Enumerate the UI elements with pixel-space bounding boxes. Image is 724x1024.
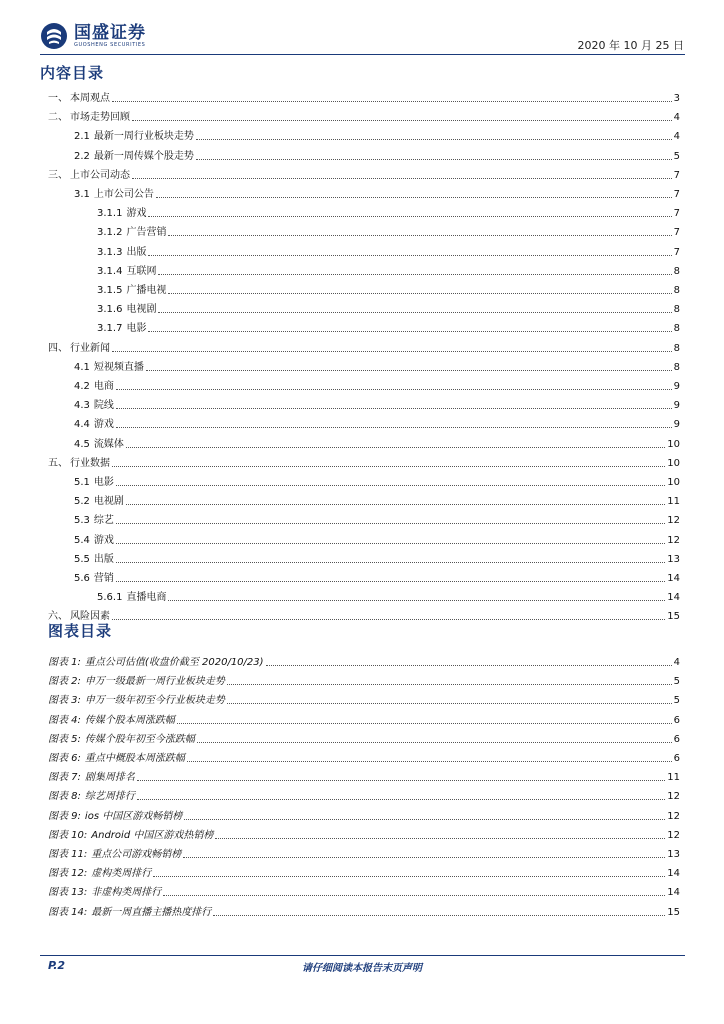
toc-page-number: 8: [673, 361, 680, 373]
toc-page-number: 15: [667, 611, 680, 623]
toc-entry-number: 三、: [48, 169, 68, 181]
figure-list-title: 图表目录: [48, 622, 113, 640]
toc-page-number: 7: [673, 169, 680, 181]
dot-leader: [116, 485, 665, 486]
figure-page-number: 4: [673, 657, 680, 668]
figure-page-number: 6: [673, 733, 680, 745]
figure-caption: 最新一周直播主播热度排行: [91, 906, 212, 918]
dot-leader: [112, 466, 665, 467]
figure-entry[interactable]: [48, 805, 680, 823]
dot-leader: [184, 819, 665, 820]
toc-page-number: 7: [673, 246, 680, 258]
figure-page-number: 11: [667, 772, 680, 784]
dot-leader: [116, 581, 665, 582]
figure-page-number: 12: [667, 829, 680, 841]
toc-entry-number: 5.3: [74, 515, 90, 527]
toc-entry-number: 二、: [48, 112, 68, 124]
dot-leader: [137, 780, 665, 781]
toc-page-number: 8: [673, 285, 680, 296]
figure-entry[interactable]: [48, 843, 680, 861]
figure-caption: 重点公司游戏畅销榜: [91, 849, 182, 860]
toc-entry-label: 互联网: [126, 265, 157, 277]
toc-page-number: 10: [667, 438, 680, 450]
toc-entry[interactable]: [97, 202, 680, 220]
toc-entry-label: 风险因素: [70, 611, 110, 623]
toc-page-number: 9: [673, 419, 680, 431]
figure-page-number: 12: [667, 791, 680, 803]
header-divider: [40, 54, 685, 55]
toc-entry-number: 4.5: [74, 438, 90, 450]
figure-page-number: 6: [673, 714, 680, 726]
dot-leader: [148, 216, 671, 217]
toc-entry-label: 出版: [126, 246, 147, 258]
toc-entry-label: 广告营销: [126, 227, 167, 239]
figure-number: 图表 5:: [48, 733, 81, 745]
toc-page-number: 12: [667, 515, 680, 527]
toc-entry-number: 5.1: [74, 477, 90, 488]
toc-entry-label: 流媒体: [93, 438, 124, 450]
toc-entry-number: 3.1.5: [97, 285, 123, 296]
toc-entry-number: 3.1.1: [97, 208, 123, 220]
toc-entry-label: 直播电商: [126, 592, 167, 604]
toc-entry-label: 最新一周传媒个股走势: [93, 150, 194, 162]
figure-page-number: 5: [673, 676, 680, 688]
figure-entry[interactable]: [48, 747, 680, 765]
toc-page-number: 10: [667, 457, 680, 469]
dot-leader: [126, 504, 665, 505]
dot-leader: [227, 684, 672, 685]
toc-entry-label: 最新一周行业板块走势: [93, 131, 194, 143]
dot-leader: [196, 139, 672, 140]
figure-number: 图表 3:: [48, 695, 81, 707]
toc-entry-number: 2.1: [74, 131, 90, 143]
dot-leader: [112, 351, 672, 352]
toc-entry[interactable]: [74, 471, 680, 489]
toc-entry-number: 3.1.3: [97, 246, 123, 258]
toc-entry-label: 电影: [126, 323, 147, 335]
toc-page-number: 4: [673, 131, 680, 143]
dot-leader: [132, 120, 672, 121]
figure-page-number: 15: [667, 906, 680, 918]
figure-entry[interactable]: [48, 824, 680, 842]
page-number: P.2: [48, 959, 66, 972]
dot-leader: [156, 197, 672, 198]
toc-entry[interactable]: [74, 375, 680, 393]
figure-caption: 重点公司估值(收盘价截至 2020/10/23): [84, 657, 264, 668]
toc-page-number: 3: [673, 93, 680, 104]
dot-leader: [112, 619, 665, 620]
toc-entry[interactable]: [74, 490, 680, 508]
toc-page-number: 8: [673, 265, 680, 277]
figure-entry[interactable]: [48, 901, 680, 919]
figure-caption: 虚构类周排行: [91, 868, 152, 880]
toc-entry[interactable]: [48, 337, 680, 355]
toc-entry[interactable]: [74, 125, 680, 143]
toc-entry-number: 3.1.6: [97, 304, 123, 316]
dot-leader: [213, 915, 665, 916]
toc-entry-number: 4.2: [74, 381, 90, 392]
figure-page-number: 14: [667, 887, 680, 899]
toc-entry[interactable]: [97, 298, 680, 316]
dot-leader: [266, 665, 672, 666]
toc-entry[interactable]: [97, 317, 680, 335]
figure-number: 图表 12:: [48, 868, 88, 880]
dot-leader: [158, 274, 671, 275]
toc-entry-number: 5.4: [74, 534, 90, 546]
toc-entry[interactable]: [74, 145, 680, 163]
toc-entry-label: 综艺: [93, 515, 114, 527]
toc-entry[interactable]: [74, 356, 680, 374]
dot-leader: [153, 876, 665, 877]
dot-leader: [116, 523, 665, 524]
dot-leader: [196, 159, 672, 160]
toc-entry-label: 院线: [93, 400, 114, 412]
toc-entry-number: 3.1.7: [97, 323, 123, 335]
toc-entry-label: 市场走势回顾: [70, 112, 130, 124]
toc-entry[interactable]: [74, 567, 680, 585]
toc-entry[interactable]: [74, 509, 680, 527]
page-header: [0, 0, 724, 60]
figure-page-number: 6: [673, 753, 680, 764]
toc-entry-number: 5.6: [74, 573, 90, 584]
toc-entry[interactable]: [48, 605, 680, 623]
dot-leader: [168, 293, 671, 294]
figure-number: 图表 13:: [48, 887, 88, 899]
report-date: 2020 年 10 月 25 日: [577, 39, 684, 52]
dot-leader: [197, 742, 672, 743]
dot-leader: [183, 857, 665, 858]
toc-entry-label: 游戏: [93, 419, 114, 431]
toc-entry-label: 上市公司公告: [93, 189, 154, 200]
toc-entry-label: 游戏: [126, 208, 147, 220]
figure-entry[interactable]: [48, 728, 680, 746]
toc-page-number: 9: [673, 400, 680, 412]
toc-page-number: 9: [673, 381, 680, 392]
dot-leader: [137, 799, 665, 800]
figure-caption: 申万一级年初至今行业板块走势: [84, 695, 225, 707]
toc-entry-number: 五、: [48, 457, 68, 469]
toc-entry-label: 出版: [93, 553, 114, 565]
toc-entry-label: 行业数据: [70, 457, 110, 469]
toc-entry-number: 3.1.2: [97, 227, 123, 239]
footer-disclaimer: 请仔细阅读本报告末页声明: [302, 963, 422, 974]
toc-entry-label: 上市公司动态: [70, 169, 130, 181]
dot-leader: [148, 255, 671, 256]
figure-caption: 传媒个股年初至今涨跌幅: [84, 733, 195, 745]
toc-entry-number: 一、: [48, 93, 68, 104]
footer-divider: [40, 955, 685, 956]
dot-leader: [168, 235, 671, 236]
toc-entry-number: 2.2: [74, 150, 90, 162]
toc-entry-label: 短视频直播: [93, 361, 144, 373]
toc-entry[interactable]: [48, 164, 680, 182]
figure-number: 图表 1:: [48, 657, 81, 668]
toc-entry-label: 本周观点: [70, 93, 110, 104]
toc-page-number: 11: [667, 496, 680, 508]
toc-entry[interactable]: [97, 221, 680, 239]
figure-number: 图表 2:: [48, 676, 81, 688]
toc-entry-number: 3.1.4: [97, 265, 123, 277]
figure-entry[interactable]: [48, 785, 680, 803]
dot-leader: [132, 178, 672, 179]
dot-leader: [158, 312, 671, 313]
toc-page-number: 12: [667, 534, 680, 546]
toc-entry-label: 电影: [93, 477, 114, 488]
toc-entry-number: 4.3: [74, 400, 90, 412]
toc-entry[interactable]: [74, 548, 680, 566]
figure-page-number: 5: [673, 695, 680, 707]
figure-page-number: 12: [667, 810, 680, 822]
toc-entry-label: 广播电视: [126, 285, 167, 296]
toc-entry-number: 5.6.1: [97, 592, 123, 604]
dot-leader: [148, 331, 671, 332]
figure-number: 图表 4:: [48, 714, 81, 726]
toc-entry[interactable]: [48, 106, 680, 124]
figure-caption: 非虚构类周排行: [91, 887, 162, 899]
dot-leader: [146, 370, 672, 371]
dot-leader: [116, 389, 672, 390]
toc-entry-number: 六、: [48, 611, 68, 623]
toc-page-number: 8: [673, 323, 680, 335]
toc-entry-label: 游戏: [93, 534, 114, 546]
figure-caption: 申万一级最新一周行业板块走势: [84, 676, 225, 688]
dot-leader: [168, 600, 665, 601]
toc-entry[interactable]: [48, 452, 680, 470]
figure-number: 图表 7:: [48, 772, 81, 784]
figure-entry[interactable]: [48, 766, 680, 784]
toc-page-number: 13: [667, 553, 680, 565]
figure-caption: 综艺周排行: [84, 791, 135, 803]
figure-caption: 剧集周排名: [84, 772, 135, 784]
figure-number: 图表 10:: [48, 829, 88, 841]
figure-number: 图表 6:: [48, 753, 81, 764]
toc-page-number: 10: [667, 477, 680, 488]
toc-page-number: 14: [667, 573, 680, 584]
figure-caption: 重点中概股本周涨跌幅: [84, 753, 185, 764]
toc-entry-number: 5.5: [74, 553, 90, 565]
dot-leader: [187, 761, 672, 762]
logo-english-name: GUOSHENG SECURITIES: [74, 41, 146, 48]
toc-entry-label: 营销: [93, 573, 114, 584]
toc-page-number: 8: [673, 342, 680, 354]
figure-entry[interactable]: [48, 651, 680, 669]
toc-title: 内容目录: [40, 64, 105, 82]
toc-entry-label: 电商: [93, 381, 114, 392]
dot-leader: [126, 447, 665, 448]
toc-entry[interactable]: [97, 241, 680, 259]
logo-chinese-name: 国盛证券: [74, 22, 146, 43]
toc-entry-number: 4.4: [74, 419, 90, 431]
figure-number: 图表 14:: [48, 906, 88, 918]
figure-number: 图表 8:: [48, 791, 81, 803]
toc-entry[interactable]: [74, 183, 680, 201]
company-logo: [40, 22, 146, 50]
toc-entry-number: 四、: [48, 342, 68, 354]
toc-entry[interactable]: [97, 586, 680, 604]
dot-leader: [116, 562, 665, 563]
toc-page-number: 5: [673, 150, 680, 162]
toc-page-number: 7: [673, 208, 680, 220]
toc-page-number: 4: [673, 112, 680, 124]
figure-caption: 传媒个股本周涨跌幅: [84, 714, 175, 726]
toc-entry-label: 电视剧: [126, 304, 157, 316]
dot-leader: [163, 895, 665, 896]
dot-leader: [116, 408, 672, 409]
figure-caption: Android 中国区游戏热销榜: [91, 829, 214, 841]
toc-entry-number: 5.2: [74, 496, 90, 508]
figure-number: 图表 11:: [48, 849, 88, 860]
toc-entry[interactable]: [48, 87, 680, 105]
toc-page-number: 8: [673, 304, 680, 316]
figure-entry[interactable]: [48, 862, 680, 880]
figure-page-number: 14: [667, 868, 680, 880]
guosheng-logo-icon: [40, 22, 68, 50]
figure-caption: ios 中国区游戏畅销榜: [84, 810, 183, 822]
toc-entry[interactable]: [74, 433, 680, 451]
dot-leader: [112, 101, 672, 102]
toc-entry[interactable]: [97, 279, 680, 297]
dot-leader: [116, 427, 672, 428]
figure-entry[interactable]: [48, 709, 680, 727]
dot-leader: [215, 838, 665, 839]
figure-number: 图表 9:: [48, 810, 81, 822]
figure-entry[interactable]: [48, 881, 680, 899]
toc-entry[interactable]: [74, 394, 680, 412]
dot-leader: [227, 703, 672, 704]
dot-leader: [116, 543, 665, 544]
toc-page-number: 14: [667, 592, 680, 604]
toc-entry-label: 电视剧: [93, 496, 124, 508]
toc-entry[interactable]: [74, 413, 680, 431]
toc-entry[interactable]: [97, 260, 680, 278]
toc-entry-number: 4.1: [74, 361, 90, 373]
dot-leader: [177, 723, 672, 724]
toc-page-number: 7: [673, 227, 680, 239]
figure-entry[interactable]: [48, 689, 680, 707]
toc-entry[interactable]: [74, 529, 680, 547]
figure-entry[interactable]: [48, 670, 680, 688]
toc-page-number: 7: [673, 189, 680, 200]
toc-entry-label: 行业新闻: [70, 342, 110, 354]
figure-page-number: 13: [667, 849, 680, 860]
toc-entry-number: 3.1: [74, 189, 90, 200]
